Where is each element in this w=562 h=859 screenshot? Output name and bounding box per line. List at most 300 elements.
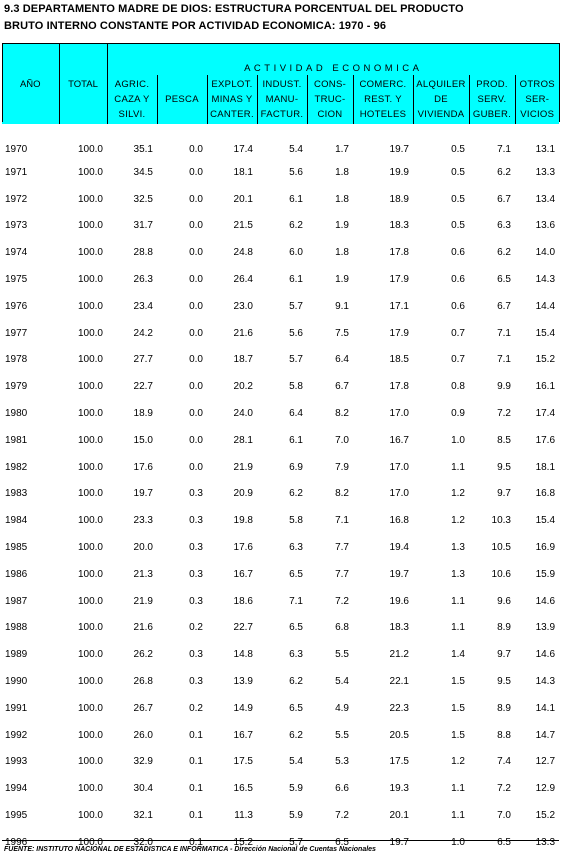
table-cell: 5.7 bbox=[289, 354, 303, 366]
table-cell: 5.7 bbox=[289, 836, 303, 848]
table-row bbox=[2, 320, 559, 347]
table-cell: 100.0 bbox=[77, 408, 103, 420]
table-cell: 22.7 bbox=[133, 381, 153, 393]
header-year: AÑO bbox=[2, 44, 59, 125]
table-cell: 11.3 bbox=[234, 810, 253, 822]
table-cell: 7.2 bbox=[335, 595, 349, 607]
table-cell: 16.9 bbox=[535, 542, 556, 554]
table-cell: 6.5 bbox=[289, 568, 303, 580]
table-cell: 17.6 bbox=[133, 461, 153, 473]
table-cell: 21.3 bbox=[133, 568, 153, 580]
table-row bbox=[2, 668, 559, 695]
table-cell: 5.9 bbox=[289, 810, 303, 822]
table-cell: 15.0 bbox=[133, 434, 153, 446]
table-cell: 0.3 bbox=[189, 488, 203, 500]
table-cell: 1.7 bbox=[335, 144, 349, 155]
table-cell: 5.8 bbox=[289, 381, 303, 393]
table-cell: 14.3 bbox=[535, 274, 556, 286]
table-cell: 6.2 bbox=[497, 247, 511, 259]
table-cell: 0.0 bbox=[189, 193, 203, 205]
table-cell: 17.6 bbox=[535, 434, 556, 446]
table-cell: 6.6 bbox=[335, 783, 349, 795]
row-year: 1995 bbox=[5, 810, 28, 822]
table-cell: 0.1 bbox=[189, 756, 203, 768]
table-cell: 0.0 bbox=[189, 434, 203, 446]
table-row bbox=[2, 427, 559, 454]
table-cell: 13.3 bbox=[535, 836, 556, 848]
table-cell: 16.7 bbox=[389, 434, 409, 446]
table-row bbox=[2, 213, 559, 240]
table-cell: 5.5 bbox=[335, 729, 349, 741]
table-cell: 10.6 bbox=[491, 568, 511, 580]
table-cell: 8.5 bbox=[497, 434, 511, 446]
table-cell: 100.0 bbox=[77, 461, 103, 473]
table-cell: 16.7 bbox=[233, 729, 253, 741]
table-cell: 7.9 bbox=[335, 461, 349, 473]
table-cell: 0.3 bbox=[189, 515, 203, 527]
header-column-0: AGRIC. CAZA Y SILVI. bbox=[107, 75, 157, 124]
table-cell: 13.4 bbox=[535, 193, 556, 205]
row-year: 1970 bbox=[5, 144, 28, 155]
table-cell: 100.0 bbox=[77, 649, 103, 661]
table-cell: 6.2 bbox=[497, 166, 511, 178]
table-cell: 26.7 bbox=[133, 702, 153, 714]
table-cell: 100.0 bbox=[77, 434, 103, 446]
table-cell: 19.7 bbox=[133, 488, 153, 500]
table-cell: 1.8 bbox=[335, 166, 349, 178]
row-year: 1983 bbox=[5, 488, 28, 500]
table-row bbox=[2, 454, 559, 481]
table-cell: 0.0 bbox=[189, 247, 203, 259]
header-left-border bbox=[2, 43, 3, 122]
header-column-3: INDUST. MANU- FACTUR. bbox=[257, 75, 307, 124]
table-cell: 0.3 bbox=[189, 595, 203, 607]
table-cell: 7.2 bbox=[335, 810, 349, 822]
table-cell: 19.8 bbox=[233, 515, 253, 527]
table-cell: 6.4 bbox=[335, 354, 349, 366]
table-row bbox=[2, 239, 559, 266]
row-year: 1986 bbox=[5, 568, 28, 580]
table-cell: 4.9 bbox=[335, 702, 349, 714]
table-cell: 6.8 bbox=[335, 622, 349, 634]
table-cell: 100.0 bbox=[77, 595, 103, 607]
row-year: 1981 bbox=[5, 434, 28, 446]
row-year: 1991 bbox=[5, 702, 28, 714]
table-cell: 0.5 bbox=[451, 220, 465, 232]
table-cell: 1.1 bbox=[451, 622, 465, 634]
table-cell: 21.5 bbox=[233, 220, 253, 232]
table-cell: 28.1 bbox=[233, 434, 253, 446]
table-cell: 5.6 bbox=[289, 327, 303, 339]
header-column-7: PROD. SERV. GUBER. bbox=[469, 75, 515, 124]
table-cell: 34.5 bbox=[133, 166, 153, 178]
table-cell: 16.5 bbox=[233, 783, 253, 795]
table-cell: 21.9 bbox=[233, 461, 253, 473]
table-cell: 7.2 bbox=[497, 408, 511, 420]
table-cell: 15.9 bbox=[535, 568, 556, 580]
row-year: 1996 bbox=[5, 836, 28, 848]
table-row bbox=[2, 749, 559, 776]
table-cell: 1.8 bbox=[335, 247, 349, 259]
table-cell: 7.2 bbox=[497, 783, 511, 795]
row-year: 1980 bbox=[5, 408, 28, 420]
table-cell: 9.7 bbox=[497, 488, 511, 500]
table-cell: 17.6 bbox=[233, 542, 253, 554]
table-cell: 100.0 bbox=[77, 836, 103, 848]
table-cell: 17.1 bbox=[389, 300, 409, 312]
header-column-1: PESCA bbox=[157, 75, 207, 124]
table-cell: 20.1 bbox=[389, 810, 409, 822]
table-cell: 100.0 bbox=[77, 756, 103, 768]
table-cell: 17.5 bbox=[233, 756, 253, 768]
table-cell: 6.5 bbox=[335, 836, 349, 848]
table-cell: 18.6 bbox=[233, 595, 253, 607]
row-year: 1989 bbox=[5, 649, 28, 661]
table-cell: 6.3 bbox=[289, 542, 303, 554]
table-cell: 20.9 bbox=[233, 488, 253, 500]
table-cell: 100.0 bbox=[77, 488, 103, 500]
row-year: 1976 bbox=[5, 300, 28, 312]
table-cell: 1.0 bbox=[451, 434, 465, 446]
table-cell: 17.0 bbox=[389, 461, 409, 473]
table-cell: 0.7 bbox=[451, 354, 465, 366]
table-cell: 26.4 bbox=[233, 274, 253, 286]
table-cell: 0.0 bbox=[189, 144, 203, 155]
table-row bbox=[2, 695, 559, 722]
table-cell: 0.5 bbox=[451, 166, 465, 178]
table-cell: 5.8 bbox=[289, 515, 303, 527]
table-cell: 14.7 bbox=[535, 729, 556, 741]
table-cell: 14.6 bbox=[535, 595, 556, 607]
table-cell: 6.0 bbox=[289, 247, 303, 259]
table-cell: 5.4 bbox=[335, 676, 349, 688]
header-column-2: EXPLOT. MINAS Y CANTER. bbox=[207, 75, 257, 124]
table-row bbox=[2, 481, 559, 508]
table-cell: 14.8 bbox=[233, 649, 253, 661]
table-cell: 18.3 bbox=[389, 220, 409, 232]
table-cell: 8.9 bbox=[497, 622, 511, 634]
table-cell: 6.3 bbox=[289, 649, 303, 661]
table-cell: 100.0 bbox=[77, 622, 103, 634]
table-cell: 15.2 bbox=[233, 836, 253, 848]
table-cell: 0.3 bbox=[189, 542, 203, 554]
table-cell: 0.5 bbox=[451, 193, 465, 205]
table-cell: 16.8 bbox=[535, 488, 556, 500]
table-cell: 1.1 bbox=[451, 783, 465, 795]
table-row bbox=[2, 400, 559, 427]
table-cell: 23.3 bbox=[133, 515, 153, 527]
table-cell: 16.7 bbox=[233, 568, 253, 580]
row-year: 1984 bbox=[5, 515, 28, 527]
table-cell: 13.6 bbox=[535, 220, 556, 232]
table-cell: 32.0 bbox=[133, 836, 153, 848]
table-cell: 1.2 bbox=[451, 756, 465, 768]
table-cell: 7.7 bbox=[335, 542, 349, 554]
table-cell: 9.5 bbox=[497, 676, 511, 688]
table-cell: 19.4 bbox=[389, 542, 409, 554]
table-cell: 20.5 bbox=[389, 729, 409, 741]
table-cell: 24.2 bbox=[133, 327, 153, 339]
table-row bbox=[2, 802, 559, 829]
table-cell: 18.1 bbox=[535, 461, 556, 473]
table-cell: 6.1 bbox=[289, 274, 303, 286]
table-cell: 1.3 bbox=[451, 568, 465, 580]
table-cell: 21.6 bbox=[133, 622, 153, 634]
table-cell: 20.2 bbox=[233, 381, 253, 393]
table-cell: 0.0 bbox=[189, 408, 203, 420]
row-year: 1985 bbox=[5, 542, 28, 554]
table-cell: 0.0 bbox=[189, 327, 203, 339]
table-cell: 100.0 bbox=[77, 702, 103, 714]
table-cell: 1.5 bbox=[451, 702, 465, 714]
table-cell: 1.1 bbox=[451, 461, 465, 473]
table-cell: 8.9 bbox=[497, 702, 511, 714]
table-cell: 32.1 bbox=[133, 810, 153, 822]
table-cell: 100.0 bbox=[77, 729, 103, 741]
table-cell: 10.5 bbox=[491, 542, 511, 554]
table-cell: 19.6 bbox=[389, 595, 409, 607]
table-cell: 19.3 bbox=[389, 783, 409, 795]
table-cell: 6.1 bbox=[289, 434, 303, 446]
row-year: 1972 bbox=[5, 193, 28, 205]
table-cell: 6.4 bbox=[289, 408, 303, 420]
table-cell: 17.0 bbox=[389, 408, 409, 420]
table-cell: 1.1 bbox=[451, 810, 465, 822]
table-cell: 17.9 bbox=[389, 327, 409, 339]
table-cell: 24.0 bbox=[233, 408, 253, 420]
table-cell: 100.0 bbox=[77, 327, 103, 339]
table-cell: 1.5 bbox=[451, 729, 465, 741]
table-cell: 1.9 bbox=[335, 220, 349, 232]
table-cell: 100.0 bbox=[77, 381, 103, 393]
row-year: 1988 bbox=[5, 622, 28, 634]
table-cell: 5.9 bbox=[289, 783, 303, 795]
table-cell: 26.0 bbox=[133, 729, 153, 741]
table-cell: 6.7 bbox=[497, 193, 511, 205]
table-cell: 15.4 bbox=[535, 515, 556, 527]
table-cell: 6.7 bbox=[335, 381, 349, 393]
data-table bbox=[2, 43, 559, 856]
table-cell: 21.6 bbox=[233, 327, 253, 339]
table-cell: 14.4 bbox=[535, 300, 556, 312]
table-cell: 9.7 bbox=[497, 649, 511, 661]
table-cell: 18.9 bbox=[133, 408, 153, 420]
table-row bbox=[2, 561, 559, 588]
table-cell: 17.9 bbox=[389, 274, 409, 286]
table-cell: 100.0 bbox=[77, 166, 103, 178]
table-cell: 22.7 bbox=[233, 622, 253, 634]
table-cell: 18.9 bbox=[389, 193, 409, 205]
table-cell: 7.1 bbox=[497, 354, 511, 366]
table-cell: 100.0 bbox=[77, 144, 103, 155]
row-year: 1993 bbox=[5, 756, 28, 768]
table-cell: 13.9 bbox=[233, 676, 253, 688]
table-cell: 100.0 bbox=[77, 220, 103, 232]
table-cell: 0.6 bbox=[451, 247, 465, 259]
table-cell: 19.7 bbox=[389, 144, 409, 155]
table-cell: 0.2 bbox=[189, 622, 203, 634]
row-year: 1978 bbox=[5, 354, 28, 366]
table-cell: 100.0 bbox=[77, 810, 103, 822]
table-cell: 8.2 bbox=[335, 488, 349, 500]
table-cell: 16.8 bbox=[389, 515, 409, 527]
table-cell: 5.7 bbox=[289, 300, 303, 312]
table-cell: 0.5 bbox=[451, 144, 465, 155]
table-cell: 18.5 bbox=[389, 354, 409, 366]
table-cell: 15.2 bbox=[535, 354, 556, 366]
table-cell: 22.1 bbox=[389, 676, 409, 688]
table-cell: 0.0 bbox=[189, 461, 203, 473]
table-row bbox=[2, 534, 559, 561]
table-cell: 14.3 bbox=[535, 676, 556, 688]
table-cell: 15.2 bbox=[535, 810, 556, 822]
table-cell: 7.0 bbox=[335, 434, 349, 446]
table-cell: 1.2 bbox=[451, 488, 465, 500]
table-cell: 17.5 bbox=[389, 756, 409, 768]
table-cell: 7.1 bbox=[335, 515, 349, 527]
table-cell: 1.1 bbox=[451, 595, 465, 607]
table-cell: 0.7 bbox=[451, 327, 465, 339]
table-row bbox=[2, 722, 559, 749]
table-cell: 100.0 bbox=[77, 515, 103, 527]
table-cell: 5.4 bbox=[289, 756, 303, 768]
table-cell: 0.3 bbox=[189, 568, 203, 580]
table-cell: 6.2 bbox=[289, 220, 303, 232]
header-total: TOTAL bbox=[59, 44, 107, 125]
table-cell: 5.5 bbox=[335, 649, 349, 661]
table-cell: 7.1 bbox=[289, 595, 303, 607]
table-cell: 18.1 bbox=[233, 166, 253, 178]
table-cell: 0.0 bbox=[189, 220, 203, 232]
table-cell: 6.2 bbox=[289, 729, 303, 741]
table-cell: 100.0 bbox=[77, 354, 103, 366]
table-cell: 0.0 bbox=[189, 274, 203, 286]
table-cell: 6.5 bbox=[497, 274, 511, 286]
table-cell: 0.2 bbox=[189, 702, 203, 714]
header-right-border bbox=[559, 43, 560, 122]
table-cell: 7.4 bbox=[497, 756, 511, 768]
row-year: 1994 bbox=[5, 783, 28, 795]
table-cell: 12.9 bbox=[535, 783, 556, 795]
table-cell: 21.2 bbox=[389, 649, 409, 661]
row-year: 1979 bbox=[5, 381, 28, 393]
table-cell: 100.0 bbox=[77, 274, 103, 286]
table-cell: 0.6 bbox=[451, 274, 465, 286]
table-cell: 12.7 bbox=[535, 756, 556, 768]
table-cell: 13.1 bbox=[535, 144, 556, 155]
table-cell: 9.1 bbox=[335, 300, 349, 312]
table-cell: 0.0 bbox=[189, 300, 203, 312]
row-year: 1990 bbox=[5, 676, 28, 688]
table-cell: 20.0 bbox=[133, 542, 153, 554]
header-column-8: OTROS SER- VICIOS bbox=[515, 75, 559, 124]
table-cell: 7.1 bbox=[497, 144, 511, 155]
table-row bbox=[2, 641, 559, 668]
table-cell: 32.9 bbox=[133, 756, 153, 768]
table-cell: 6.3 bbox=[497, 220, 511, 232]
table-cell: 1.3 bbox=[451, 542, 465, 554]
source-note: FUENTE: INSTITUTO NACIONAL DE ESTADISTICA E INFORMATICA - Dirección Nacional de Cuentas Nacionales bbox=[4, 846, 376, 853]
table-cell: 6.9 bbox=[289, 461, 303, 473]
table-cell: 6.2 bbox=[289, 488, 303, 500]
table-cell: 18.3 bbox=[389, 622, 409, 634]
table-cell: 17.8 bbox=[389, 381, 409, 393]
table-cell: 14.9 bbox=[233, 702, 253, 714]
table-cell: 27.7 bbox=[133, 354, 153, 366]
table-cell: 0.6 bbox=[451, 300, 465, 312]
table-row bbox=[2, 293, 559, 320]
table-cell: 6.5 bbox=[289, 702, 303, 714]
table-cell: 24.8 bbox=[233, 247, 253, 259]
table-cell: 1.0 bbox=[451, 836, 465, 848]
table-cell: 21.9 bbox=[133, 595, 153, 607]
table-cell: 28.8 bbox=[133, 247, 153, 259]
header-activity-group: ACTIVIDAD ECONOMICA bbox=[107, 44, 559, 76]
table-cell: 0.3 bbox=[189, 676, 203, 688]
row-year: 1974 bbox=[5, 247, 28, 259]
table-cell: 5.4 bbox=[289, 144, 303, 155]
page-subtitle: BRUTO INTERNO CONSTANTE POR ACTIVIDAD ECONOMICA: 1970 - 96 bbox=[4, 20, 387, 32]
table-cell: 17.4 bbox=[535, 408, 556, 420]
table-cell: 100.0 bbox=[77, 676, 103, 688]
row-year: 1975 bbox=[5, 274, 28, 286]
row-year: 1977 bbox=[5, 327, 28, 339]
table-cell: 6.5 bbox=[289, 622, 303, 634]
table-cell: 0.3 bbox=[189, 649, 203, 661]
table-cell: 22.3 bbox=[389, 702, 409, 714]
table-row bbox=[2, 588, 559, 615]
table-cell: 0.0 bbox=[189, 166, 203, 178]
table-cell: 10.3 bbox=[491, 515, 511, 527]
table-cell: 26.3 bbox=[133, 274, 153, 286]
table-cell: 0.8 bbox=[451, 381, 465, 393]
table-cell: 100.0 bbox=[77, 568, 103, 580]
table-cell: 9.9 bbox=[497, 381, 511, 393]
table-cell: 9.6 bbox=[497, 595, 511, 607]
table-cell: 31.7 bbox=[133, 220, 153, 232]
table-cell: 14.1 bbox=[535, 702, 556, 714]
table-cell: 0.1 bbox=[189, 810, 203, 822]
table-cell: 5.3 bbox=[335, 756, 349, 768]
table-cell: 0.1 bbox=[189, 783, 203, 795]
row-year: 1987 bbox=[5, 595, 28, 607]
table-cell: 35.1 bbox=[133, 144, 153, 155]
table-cell: 1.8 bbox=[335, 193, 349, 205]
table-cell: 15.4 bbox=[535, 327, 556, 339]
table-cell: 6.7 bbox=[497, 300, 511, 312]
table-cell: 6.1 bbox=[289, 193, 303, 205]
table-cell: 26.8 bbox=[133, 676, 153, 688]
table-cell: 20.1 bbox=[233, 193, 253, 205]
table-row bbox=[2, 507, 559, 534]
table-cell: 19.7 bbox=[389, 836, 409, 848]
table-cell: 100.0 bbox=[77, 247, 103, 259]
table-cell: 8.8 bbox=[497, 729, 511, 741]
table-cell: 13.3 bbox=[535, 166, 556, 178]
table-cell: 6.2 bbox=[289, 676, 303, 688]
table-cell: 16.1 bbox=[535, 381, 556, 393]
table-cell: 0.0 bbox=[189, 381, 203, 393]
table-cell: 17.8 bbox=[389, 247, 409, 259]
table-cell: 100.0 bbox=[77, 193, 103, 205]
table-cell: 8.2 bbox=[335, 408, 349, 420]
header-column-4: CONS- TRUC- CION bbox=[307, 75, 353, 124]
table-row bbox=[2, 615, 559, 642]
row-year: 1973 bbox=[5, 220, 28, 232]
table-row bbox=[2, 266, 559, 293]
table-cell: 5.6 bbox=[289, 166, 303, 178]
table-cell: 30.4 bbox=[133, 783, 153, 795]
